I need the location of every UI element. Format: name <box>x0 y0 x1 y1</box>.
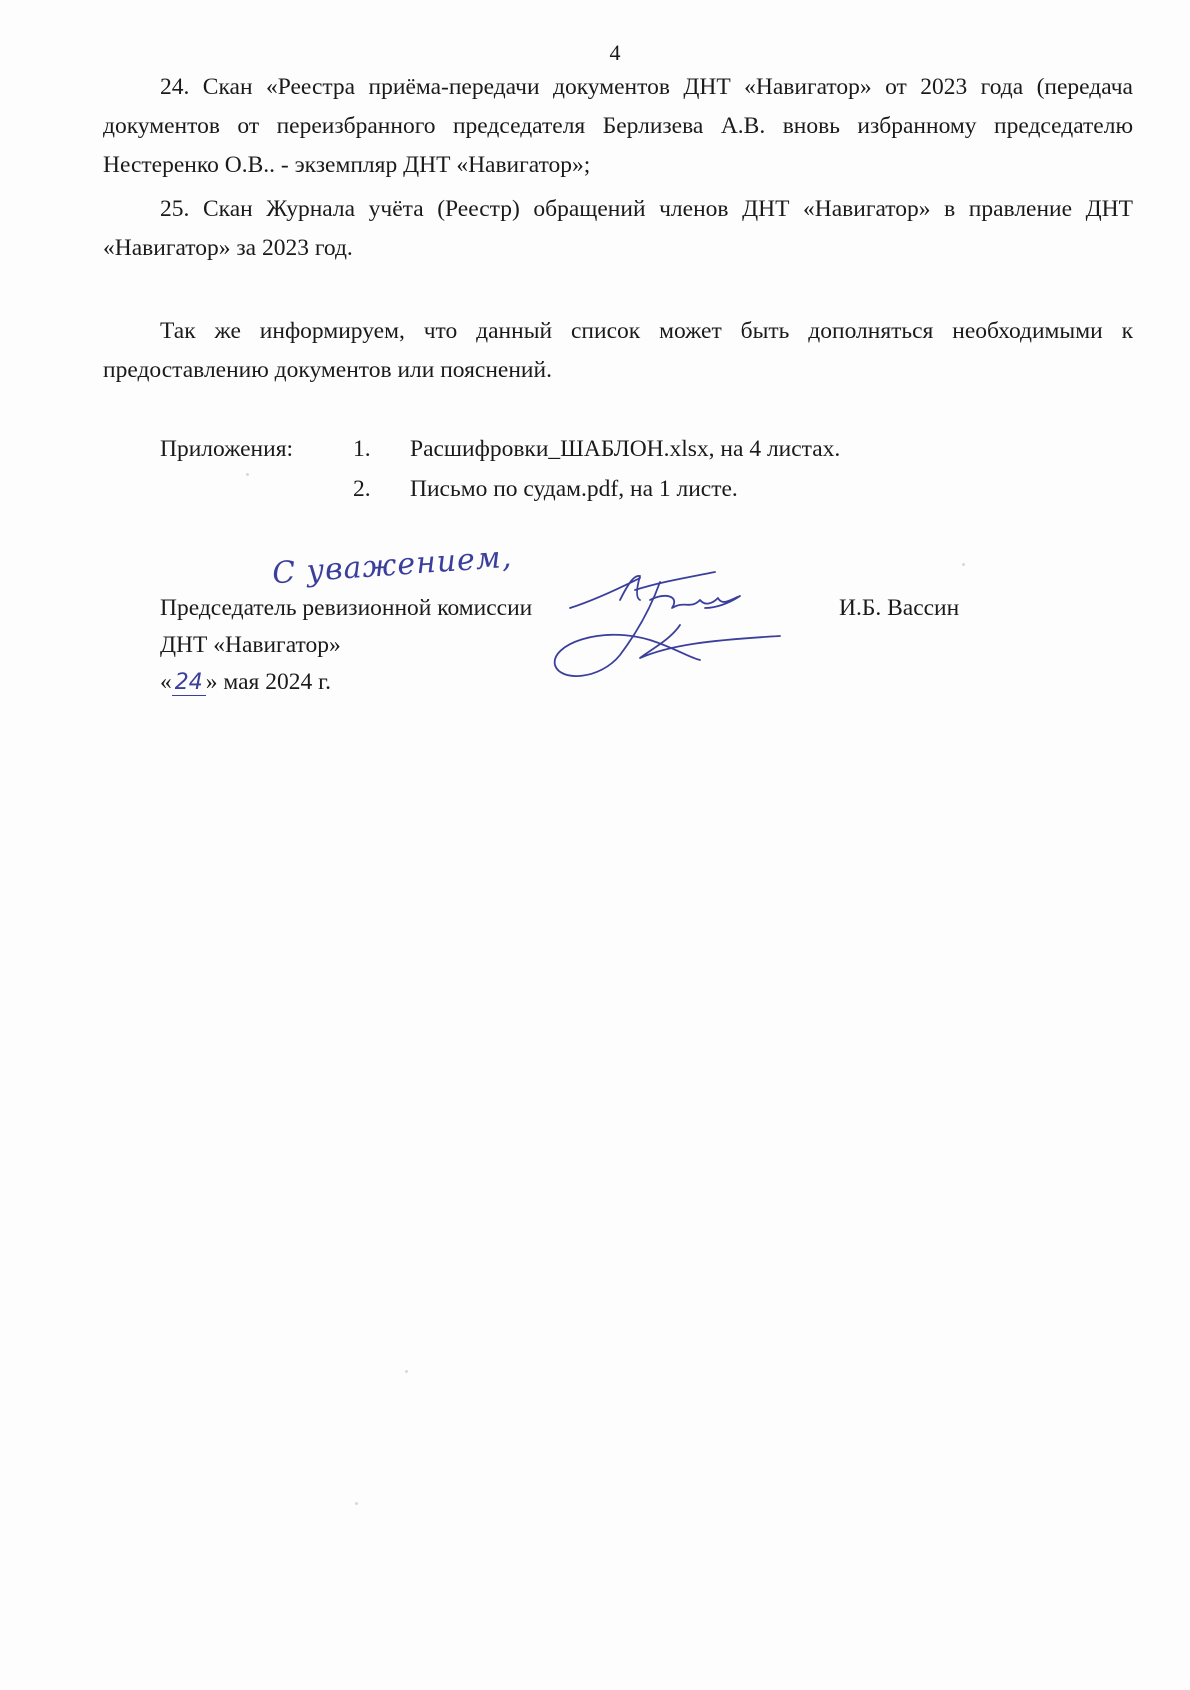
scan-speck <box>405 1370 408 1373</box>
attachment-row <box>160 429 840 469</box>
scan-speck <box>246 473 249 476</box>
attachment-text: Расшифровки_ШАБЛОН.xlsx, на 4 листах. <box>410 436 841 462</box>
date-day-handwritten: 24 <box>172 671 206 696</box>
attachments-block <box>160 429 840 509</box>
scan-speck <box>355 1502 358 1505</box>
scan-speck <box>962 563 965 566</box>
attachment-row <box>160 469 840 509</box>
signer-organization: ДНТ «Навигатор» <box>160 632 341 658</box>
signature-block <box>160 590 532 701</box>
list-item-25: 25. Скан Журнала учёта (Реестр) обращений членов ДНТ «Навигатор» в правление ДНТ «Навигатор» за 2023 год. <box>103 196 1133 261</box>
date-rest: » мая 2024 г. <box>205 669 331 695</box>
attachment-number: 2. <box>353 476 371 502</box>
signer-position: Председатель ревизионной комиссии <box>160 595 533 621</box>
note-paragraph: Так же информируем, что данный список может быть дополняться необходимыми к предоставлению документов или пояснений. <box>103 318 1133 383</box>
date-open-quote: « <box>160 669 172 695</box>
attachments-label: Приложения: <box>160 436 294 462</box>
signer-name: И.Б. Вассин <box>839 595 960 621</box>
page-number: 4 <box>609 40 621 65</box>
handwritten-greeting: С уважением, <box>271 539 514 592</box>
list-item-24: 24. Скан «Реестра приёма-передачи документов ДНТ «Навигатор» от 2023 года (передача документов от переизбранного председателя Берлизева А.В. вновь избранному председателю Нестеренко О.В.. - экземпляр ДНТ «Навигатор»; <box>103 74 1133 178</box>
attachment-number: 1. <box>353 436 371 462</box>
handwritten-signature <box>540 570 870 700</box>
attachment-text: Письмо по судам.pdf, на 1 листе. <box>410 476 738 502</box>
signature-date <box>160 664 331 701</box>
